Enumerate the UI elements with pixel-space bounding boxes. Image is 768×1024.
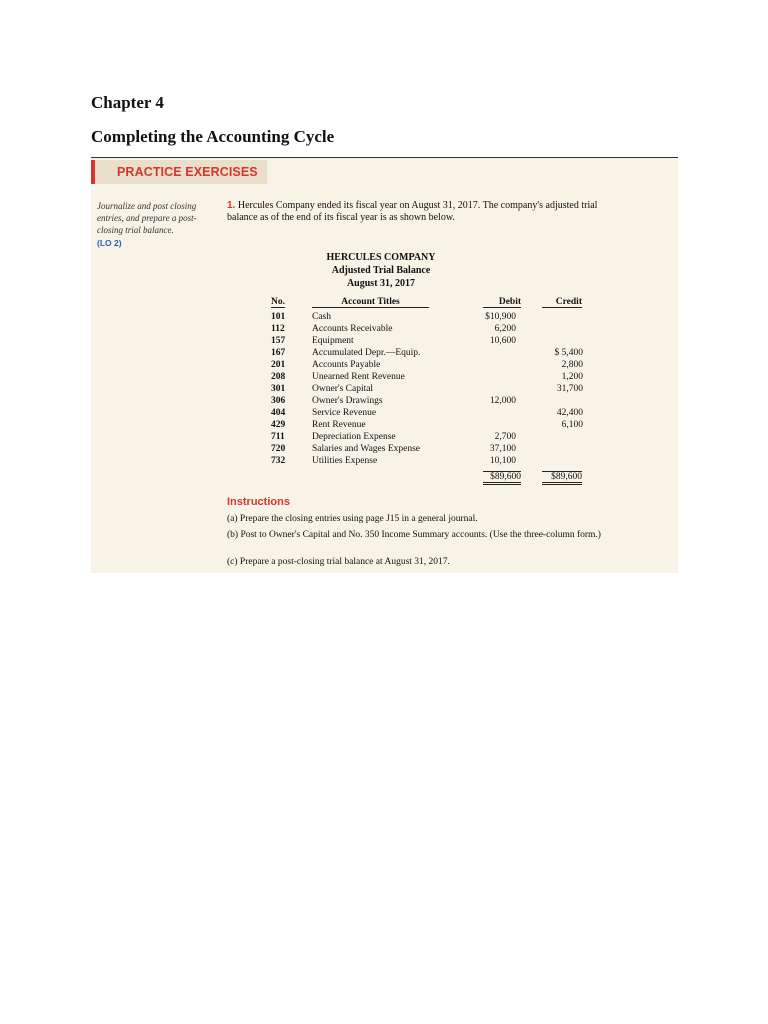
account-number: 404 <box>271 408 286 418</box>
table-row <box>91 420 678 432</box>
exercise-panel <box>91 157 678 573</box>
account-title: Utilities Expense <box>312 456 378 466</box>
practice-exercises-banner <box>91 160 267 184</box>
account-number: 157 <box>271 336 286 346</box>
chapter-title: Completing the Accounting Cycle <box>91 127 335 146</box>
debit-amount: 2,700 <box>494 432 516 442</box>
account-number: 720 <box>271 444 286 454</box>
account-title: Owner's Drawings <box>312 396 383 406</box>
account-title: Cash <box>312 312 331 322</box>
credit-amount: 6,100 <box>561 420 583 430</box>
account-title: Accounts Payable <box>312 360 381 370</box>
column-header-account: Account Titles <box>312 297 429 308</box>
banner-label: PRACTICE EXERCISES <box>117 165 258 179</box>
trial-balance-title: Adjusted Trial Balance <box>331 265 431 276</box>
table-row <box>91 456 678 468</box>
column-header-no: No. <box>271 297 285 307</box>
account-title: Accumulated Depr.—Equip. <box>312 348 421 358</box>
totals-row <box>91 471 678 483</box>
table-row <box>91 384 678 396</box>
problem-text: Hercules Company ended its fiscal year on August 31, 2017. The company's adjusted trial balance as of the end of its fiscal year is as shown below. <box>227 200 598 223</box>
account-title: Equipment <box>312 336 354 346</box>
table-row <box>91 324 678 336</box>
debit-amount: 6,200 <box>494 324 516 334</box>
credit-amount: 42,400 <box>556 408 583 418</box>
credit-amount: 1,200 <box>561 372 583 382</box>
table-row <box>91 444 678 456</box>
column-header-debit: Debit <box>483 297 521 308</box>
account-number: 711 <box>271 432 285 442</box>
column-header-credit: Credit <box>542 297 582 308</box>
account-number: 201 <box>271 360 286 370</box>
table-row <box>91 432 678 444</box>
learning-objective: (LO 2) <box>97 238 122 248</box>
account-title: Rent Revenue <box>312 420 366 430</box>
table-row <box>91 312 678 324</box>
side-note: Journalize and post closing entries, and prepare a post-closing trial balance. <box>97 201 197 235</box>
debit-amount: 37,100 <box>489 444 516 454</box>
account-number: 101 <box>271 312 286 322</box>
total-debit: $89,600 <box>483 471 521 485</box>
account-title: Accounts Receivable <box>312 324 393 334</box>
table-row <box>91 348 678 360</box>
account-title: Unearned Rent Revenue <box>312 372 405 382</box>
credit-amount: 2,800 <box>561 360 583 370</box>
debit-amount: 10,600 <box>489 336 516 346</box>
account-number: 112 <box>271 324 285 334</box>
debit-amount: $10,900 <box>485 312 516 322</box>
account-title: Depreciation Expense <box>312 432 396 442</box>
account-number: 732 <box>271 456 286 466</box>
account-number: 167 <box>271 348 286 358</box>
instruction-item: (a) Prepare the closing entries using page J15 in a general journal. <box>227 514 478 524</box>
trial-balance-date: August 31, 2017 <box>346 278 416 289</box>
table-row <box>91 396 678 408</box>
account-number: 429 <box>271 420 286 430</box>
account-number: 208 <box>271 372 286 382</box>
table-row <box>91 408 678 420</box>
problem-number: 1. <box>227 200 236 211</box>
table-row <box>91 372 678 384</box>
problem-statement <box>227 200 627 224</box>
credit-amount: $ 5,400 <box>554 348 583 358</box>
debit-amount: 12,000 <box>489 396 516 406</box>
table-row <box>91 336 678 348</box>
instruction-item: (c) Prepare a post-closing trial balance at August 31, 2017. <box>227 557 450 567</box>
account-title: Salaries and Wages Expense <box>312 444 421 454</box>
account-title: Owner's Capital <box>312 384 374 394</box>
account-number: 306 <box>271 396 286 406</box>
company-name: HERCULES COMPANY <box>326 252 436 263</box>
account-title: Service Revenue <box>312 408 377 418</box>
table-row <box>91 360 678 372</box>
instruction-item: (b) Post to Owner's Capital and No. 350 Income Summary accounts. (Use the three-column form.) <box>227 530 601 540</box>
credit-amount: 31,700 <box>556 384 583 394</box>
debit-amount: 10,100 <box>489 456 516 466</box>
instructions-heading: Instructions <box>227 496 290 508</box>
chapter-label: Chapter 4 <box>91 93 164 112</box>
total-credit: $89,600 <box>542 471 582 485</box>
account-number: 301 <box>271 384 286 394</box>
